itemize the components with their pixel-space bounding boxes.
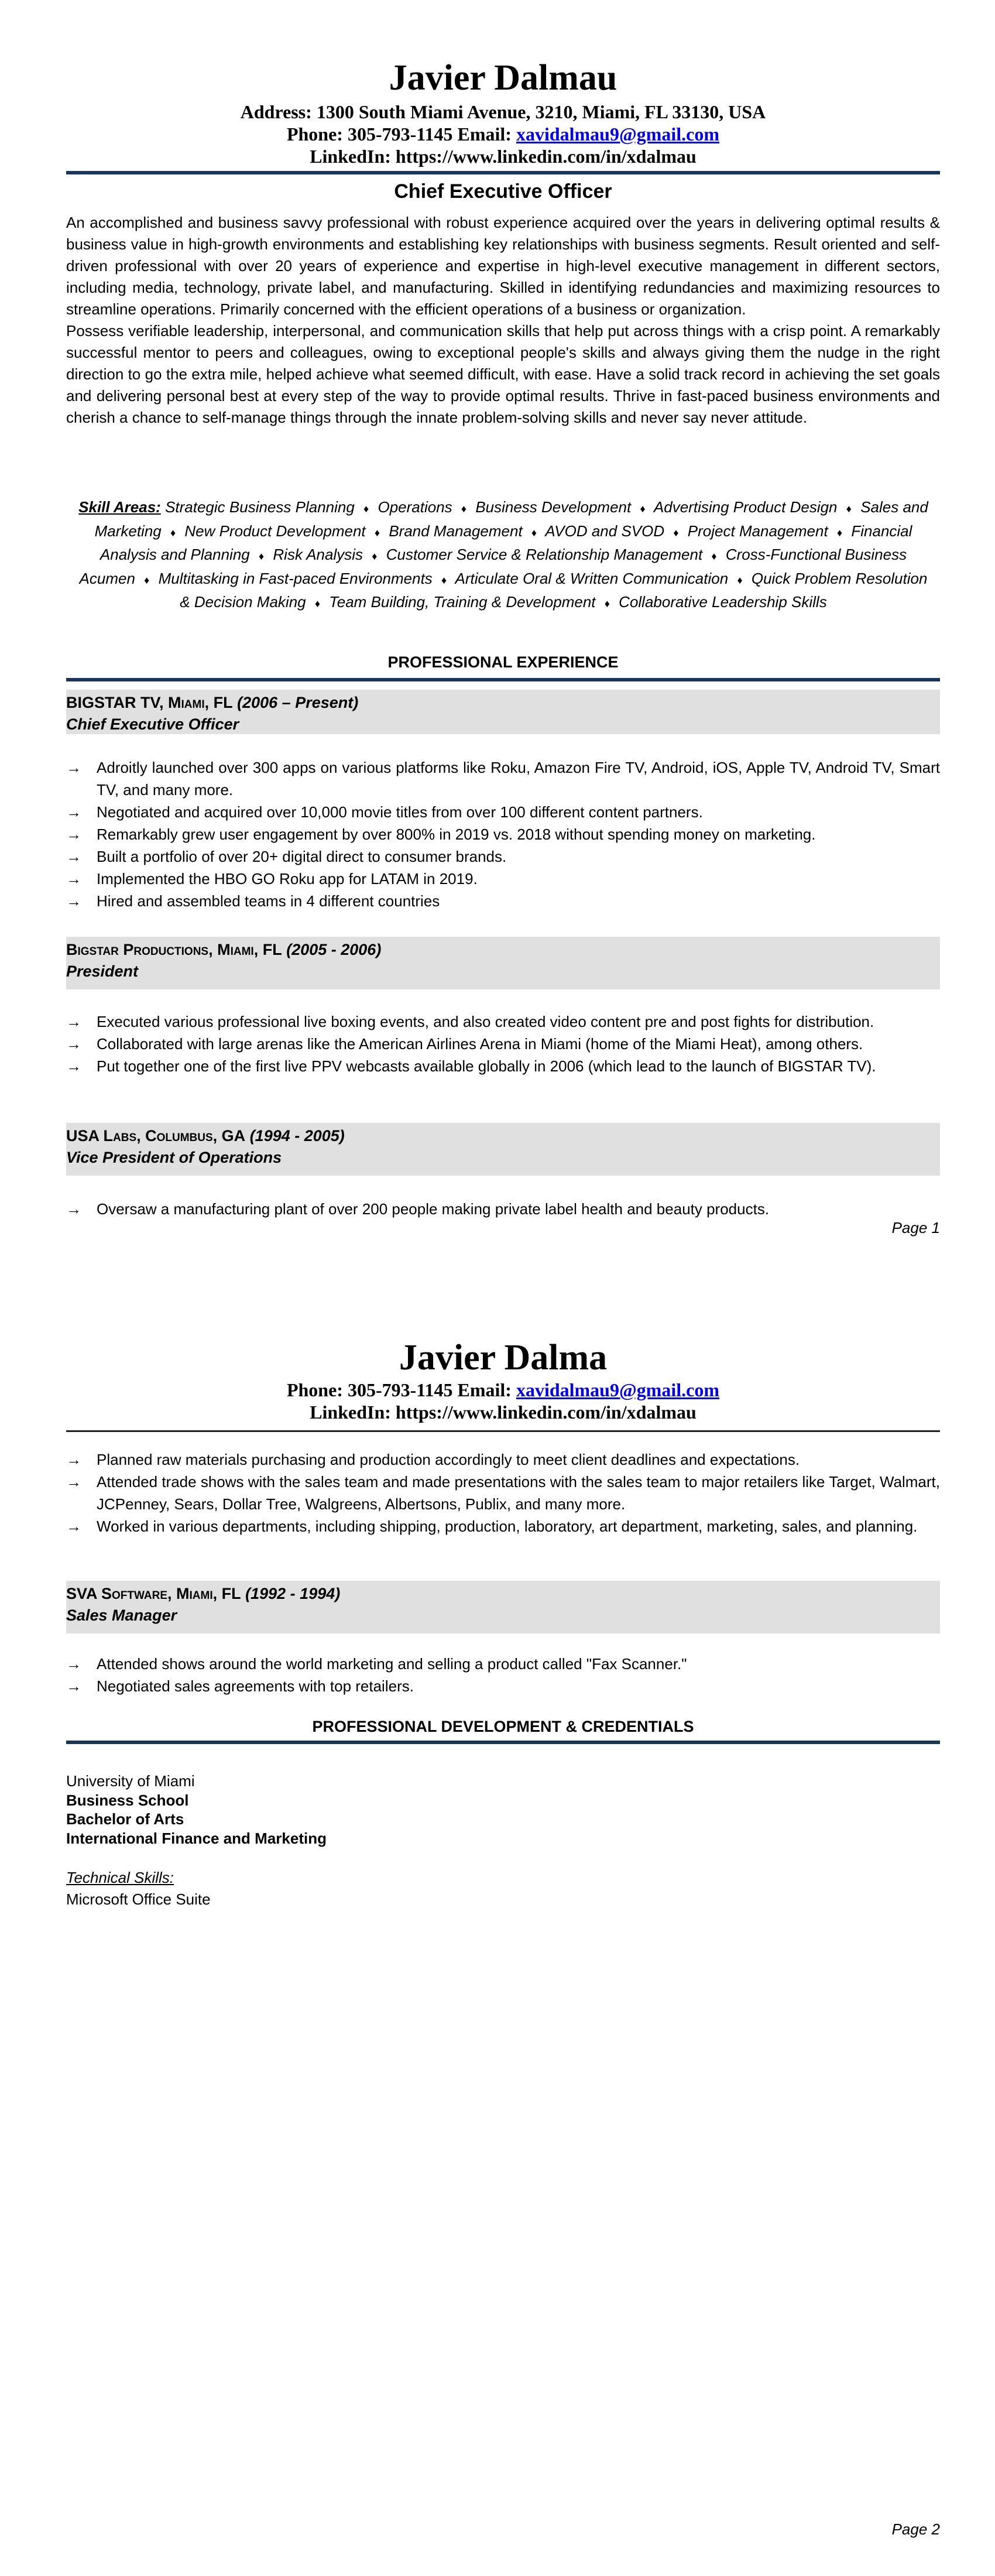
bullet-item — [66, 1198, 940, 1220]
job-company: BIGSTAR TV, Miami, FL — [66, 694, 233, 711]
diamond-separator-icon: ♦ — [372, 550, 378, 562]
job-company-line — [66, 939, 940, 961]
skill-item: Multitasking in Fast-paced Environments — [158, 569, 433, 587]
job-bullets — [66, 1448, 940, 1537]
diamond-separator-icon: ♦ — [314, 598, 321, 609]
section-divider — [66, 678, 940, 681]
technical-skills-label: Technical Skills: — [66, 1869, 174, 1886]
diamond-separator-icon: ♦ — [673, 526, 679, 539]
bullet-text: Adroitly launched over 300 apps on various platforms like Roku, Amazon Fire TV, Android, iOS, Apple TV, Android TV, Smart TV, and many more. — [97, 759, 940, 799]
degree: Bachelor of Arts — [66, 1810, 184, 1828]
skill-item: Business Development — [475, 498, 632, 516]
arrow-right-icon: → — [66, 1200, 81, 1218]
job-role: Sales Manager — [66, 1606, 177, 1624]
skill-item: Collaborative Leadership Skills — [619, 593, 827, 611]
skill-item: Operations — [378, 498, 452, 516]
job-company-line — [66, 1125, 940, 1147]
diamond-separator-icon: ♦ — [604, 598, 610, 609]
bullet-text: Negotiated and acquired over 10,000 movie titles from over 100 different content partners. — [97, 803, 703, 821]
skill-item: Project Management — [687, 522, 828, 540]
skill-item: Brand Management — [389, 522, 523, 540]
diamond-separator-icon: ♦ — [711, 550, 717, 562]
bullet-text: Implemented the HBO GO Roku app for LATAM in 2019. — [97, 870, 478, 888]
job-role: President — [66, 962, 139, 980]
job-bullets — [66, 1653, 940, 1697]
bullet-text: Planned raw materials purchasing and production accordingly to meet client deadlines and expectations. — [97, 1451, 800, 1468]
job-header — [66, 1123, 940, 1176]
skill-item: Quick Problem Resolution & Decision Making — [180, 569, 928, 611]
job-bullets — [66, 1198, 940, 1220]
candidate-name: Javier Dalma — [399, 1338, 608, 1378]
arrow-right-icon: → — [66, 1057, 81, 1075]
diamond-separator-icon: ♦ — [737, 574, 743, 586]
school: University of Miami — [66, 1772, 195, 1790]
major: International Finance and Marketing — [66, 1829, 327, 1847]
diamond-separator-icon: ♦ — [170, 526, 176, 539]
page-number: Page 1 — [891, 1219, 940, 1236]
summary-paragraph: An accomplished and business savvy professional with robust experience acquired over the years in delivering optimal results & business value in high-growth environments and establishing key relationships with business segments. Result oriented and self-driven professional with over 20 years of experience and expertise in high-level executive management in different sectors, including media, technology, private label, and manufacturing. Skilled in identifying redundancies and maximizing resources to streamline operations. Primarily concerned with the efficient operations of a business or organization. — [66, 214, 940, 318]
job-company-line — [66, 1583, 940, 1605]
arrow-right-icon: → — [66, 1473, 81, 1491]
bullet-text: Collaborated with large arenas like the American Airlines Arena in Miami (home of the Miami Heat), among others. — [97, 1035, 863, 1053]
arrow-right-icon: → — [66, 1013, 81, 1030]
bullet-item — [66, 1515, 940, 1537]
linkedin: LinkedIn: https://www.linkedin.com/in/xdalmau — [310, 146, 696, 167]
skill-item: Advertising Product Design — [653, 498, 838, 516]
skill-areas — [76, 496, 931, 615]
arrow-right-icon: → — [66, 825, 81, 843]
college: Business School — [66, 1791, 189, 1809]
skill-item: Financial Analysis and Planning — [100, 522, 912, 563]
diamond-separator-icon: ♦ — [144, 574, 150, 586]
job-company: USA Labs, Columbus, GA — [66, 1127, 246, 1145]
arrow-right-icon: → — [66, 1655, 81, 1673]
phone-email-line — [66, 1379, 940, 1401]
bullet-item — [66, 756, 940, 801]
job-role: Chief Executive Officer — [66, 715, 239, 733]
diamond-separator-icon: ♦ — [531, 526, 537, 539]
education — [66, 1772, 940, 1909]
page-number: Page 2 — [891, 2520, 940, 2538]
bullet-item — [66, 1010, 940, 1033]
bullet-item — [66, 801, 940, 823]
job-company: SVA Software, Miami, FL — [66, 1585, 241, 1602]
job-company: Bigstar Productions, Miami, FL — [66, 941, 282, 958]
job-header — [66, 937, 940, 989]
arrow-right-icon: → — [66, 870, 81, 888]
bullet-text: Hired and assembled teams in 4 different countries — [97, 892, 440, 910]
section-heading-credentials: PROFESSIONAL DEVELOPMENT & CREDENTIALS — [312, 1718, 694, 1735]
job-dates: (2006 – Present) — [237, 694, 359, 711]
arrow-right-icon: → — [66, 1517, 81, 1535]
candidate-name: Javier Dalmau — [389, 58, 617, 98]
email-link[interactable]: xavidalmau9@gmail.com — [516, 124, 720, 145]
bullet-text: Built a portfolio of over 20+ digital direct to consumer brands. — [97, 848, 507, 865]
bullet-text: Worked in various departments, including shipping, production, laboratory, art department, marketing, sales, and planning. — [97, 1517, 918, 1535]
bullet-text: Negotiated sales agreements with top retailers. — [97, 1677, 414, 1695]
job-header — [66, 1581, 940, 1633]
arrow-right-icon: → — [66, 759, 81, 776]
section-divider — [66, 1741, 940, 1744]
skill-item: Cross-Functional Business Acumen — [79, 546, 907, 587]
diamond-separator-icon: ♦ — [363, 503, 369, 515]
diamond-separator-icon: ♦ — [640, 503, 646, 515]
arrow-right-icon: → — [66, 1677, 81, 1695]
bullet-item — [66, 845, 940, 868]
diamond-separator-icon: ♦ — [461, 503, 467, 515]
email-link[interactable]: xavidalmau9@gmail.com — [516, 1379, 720, 1400]
diamond-separator-icon: ♦ — [374, 526, 380, 539]
bullet-item — [66, 1675, 940, 1697]
arrow-right-icon: → — [66, 1035, 81, 1053]
skill-item: Risk Analysis — [273, 546, 363, 563]
bullet-item — [66, 823, 940, 845]
skill-item: Strategic Business Planning — [165, 498, 355, 516]
job-bullets — [66, 1010, 940, 1077]
job-bullets — [66, 756, 940, 912]
job-header — [66, 690, 940, 734]
skill-areas-label: Skill Areas: — [78, 498, 161, 516]
bullet-text: Attended shows around the world marketing and selling a product called "Fax Scanner." — [97, 1655, 687, 1673]
phone-email-line — [66, 123, 940, 145]
job-dates: (1994 - 2005) — [249, 1127, 345, 1145]
summary — [66, 212, 940, 429]
summary-paragraph: Possess verifiable leadership, interpersonal, and communication skills that help put across things with a crisp point. A remarkably successful mentor to peers and colleagues, owing to exceptional people's skills and always giving them the nudge in the right direction to go the extra mile, helped achieve what seemed difficult, with ease. Have a solid track record in achieving the set goals and delivering personal best at every step of the way to provide optimal results. Thrive in fast-paced business environments and cherish a chance to self-manage things through the innate problem-solving skills and never say never attitude. — [66, 322, 940, 426]
bullet-text: Put together one of the first live PPV webcasts available globally in 2006 (which lead to the launch of BIGSTAR TV). — [97, 1057, 876, 1075]
skill-item: New Product Development — [184, 522, 366, 540]
bullet-text: Attended trade shows with the sales team and made presentations with the sales team to major retailers like Target, Walmart, JCPenney, Sears, Dollar Tree, Walgreens, Albertsons, Publix, and many more. — [97, 1473, 940, 1513]
skill-item: Sales and Marketing — [94, 498, 928, 540]
diamond-separator-icon: ♦ — [846, 503, 852, 515]
arrow-right-icon: → — [66, 803, 81, 821]
bullet-item — [66, 868, 940, 890]
address: Address: 1300 South Miami Avenue, 3210, Miami, FL 33130, USA — [240, 101, 766, 122]
technical-skills-value: Microsoft Office Suite — [66, 1890, 211, 1908]
section-heading-experience: PROFESSIONAL EXPERIENCE — [387, 653, 619, 671]
skill-item: Customer Service & Relationship Management — [386, 546, 703, 563]
skill-item: Articulate Oral & Written Communication — [455, 569, 729, 587]
bullet-item — [66, 1448, 940, 1471]
job-dates: (1992 - 1994) — [245, 1585, 341, 1602]
linkedin: LinkedIn: https://www.linkedin.com/in/xdalmau — [310, 1402, 696, 1423]
bullet-item — [66, 1653, 940, 1675]
bullet-item — [66, 1033, 940, 1055]
job-dates: (2005 - 2006) — [286, 941, 382, 958]
diamond-separator-icon: ♦ — [441, 574, 447, 586]
bullet-item — [66, 890, 940, 912]
skill-item: AVOD and SVOD — [545, 522, 665, 540]
bullet-text: Oversaw a manufacturing plant of over 200 people making private label health and beauty products. — [97, 1200, 770, 1218]
arrow-right-icon: → — [66, 1451, 81, 1468]
diamond-separator-icon: ♦ — [836, 526, 843, 539]
phone: Phone: 305-793-1145 Email: — [286, 124, 516, 145]
diamond-separator-icon: ♦ — [258, 550, 265, 562]
phone: Phone: 305-793-1145 Email: — [286, 1379, 516, 1400]
bullet-item — [66, 1055, 940, 1077]
skill-item: Team Building, Training & Development — [329, 593, 596, 611]
headline: Chief Executive Officer — [394, 180, 612, 203]
bullet-text: Remarkably grew user engagement by over 800% in 2019 vs. 2018 without spending money on marketing. — [97, 825, 816, 843]
arrow-right-icon: → — [66, 848, 81, 865]
job-company-line — [66, 692, 940, 714]
bullet-item — [66, 1471, 940, 1515]
header-divider — [66, 171, 940, 174]
header-divider — [66, 1430, 940, 1432]
arrow-right-icon: → — [66, 892, 81, 910]
bullet-text: Executed various professional live boxing events, and also created video content pre and post fights for distribution. — [97, 1013, 874, 1030]
job-role: Vice President of Operations — [66, 1149, 282, 1166]
